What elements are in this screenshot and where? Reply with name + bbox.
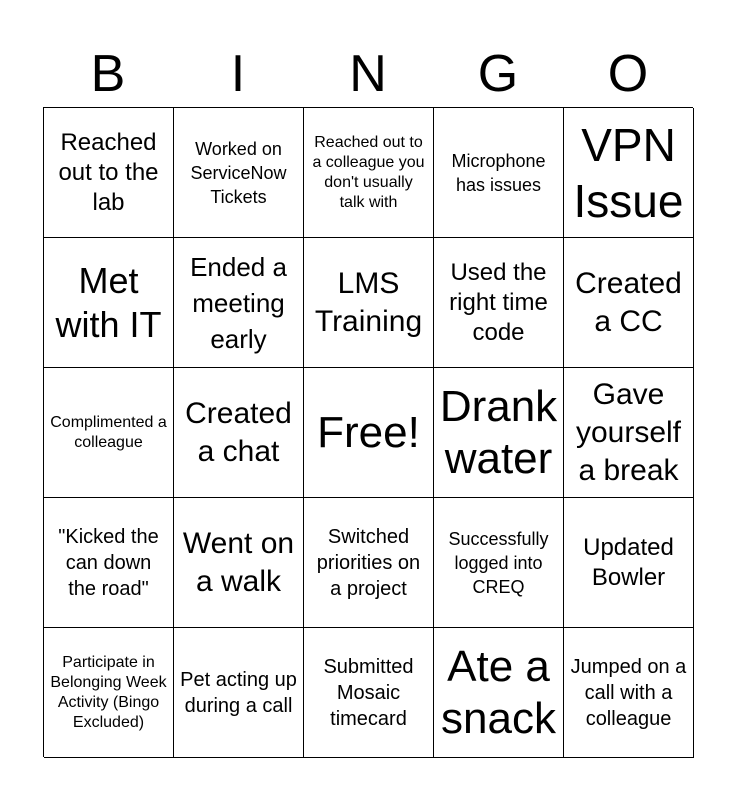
- cell-text: VPN Issue: [573, 118, 684, 227]
- cell-text: Updated Bowler: [583, 533, 674, 591]
- cell-text: Microphone has issues: [451, 150, 546, 195]
- bingo-cell[interactable]: [564, 368, 694, 498]
- cell-text: Reached out to a colleague you don't usually talk with: [312, 133, 425, 211]
- bingo-cell[interactable]: [564, 238, 694, 368]
- bingo-cell[interactable]: [174, 628, 304, 758]
- cell-text: Created a CC: [575, 266, 682, 338]
- free-space-text: Free!: [317, 407, 420, 457]
- cell-text: Ended a meeting early: [190, 251, 287, 354]
- cell-text: Drank water: [439, 381, 558, 483]
- cell-text: Pet acting up during a call: [180, 668, 297, 717]
- cell-text: Gave yourself a break: [575, 377, 682, 487]
- bingo-cell[interactable]: [434, 238, 564, 368]
- cell-text: "Kicked the can down the road": [58, 525, 159, 600]
- bingo-cell[interactable]: [174, 108, 304, 238]
- bingo-cell[interactable]: [174, 368, 304, 498]
- bingo-cell[interactable]: [44, 108, 174, 238]
- bingo-cell[interactable]: [564, 498, 694, 628]
- cell-text: Participate in Belonging Week Activity (Bingo Excluded): [50, 653, 167, 731]
- header-letter-o: O: [607, 45, 649, 103]
- cell-text: Met with IT: [55, 259, 162, 345]
- cell-text: Ate a snack: [441, 641, 556, 743]
- bingo-cell[interactable]: [304, 238, 434, 368]
- free-space-cell[interactable]: [304, 368, 434, 498]
- bingo-cell[interactable]: [44, 628, 174, 758]
- cell-text: Successfully logged into CREQ: [448, 528, 549, 597]
- bingo-cell[interactable]: [434, 108, 564, 238]
- bingo-cell[interactable]: [174, 238, 304, 368]
- bingo-cell[interactable]: [434, 498, 564, 628]
- bingo-cell[interactable]: [434, 628, 564, 758]
- cell-text: Went on a walk: [182, 526, 295, 598]
- cell-text: LMS Training: [314, 266, 423, 338]
- bingo-header: [43, 40, 693, 108]
- bingo-cell[interactable]: [174, 498, 304, 628]
- header-letter-b: B: [90, 45, 126, 103]
- bingo-cell[interactable]: [564, 108, 694, 238]
- bingo-cell[interactable]: [304, 108, 434, 238]
- bingo-cell[interactable]: [564, 628, 694, 758]
- cell-text: Submitted Mosaic timecard: [323, 655, 414, 730]
- cell-text: Jumped on a call with a colleague: [570, 655, 687, 730]
- header-letter-g: G: [477, 45, 519, 103]
- cell-text: Reached out to the lab: [58, 128, 159, 216]
- cell-text: Worked on ServiceNow Tickets: [190, 138, 287, 207]
- bingo-cell[interactable]: [434, 368, 564, 498]
- bingo-cell[interactable]: [304, 498, 434, 628]
- cell-text: Switched priorities on a project: [316, 525, 421, 600]
- cell-text: Complimented a colleague: [50, 413, 167, 451]
- cell-text: Created a chat: [185, 396, 292, 468]
- bingo-cell[interactable]: [44, 498, 174, 628]
- bingo-cell[interactable]: [44, 368, 174, 498]
- bingo-cell[interactable]: [44, 238, 174, 368]
- header-letter-n: N: [349, 45, 387, 103]
- header-letter-i: I: [230, 45, 246, 103]
- cell-text: Used the right time code: [449, 258, 548, 346]
- bingo-cell[interactable]: [304, 628, 434, 758]
- bingo-board: [43, 107, 693, 757]
